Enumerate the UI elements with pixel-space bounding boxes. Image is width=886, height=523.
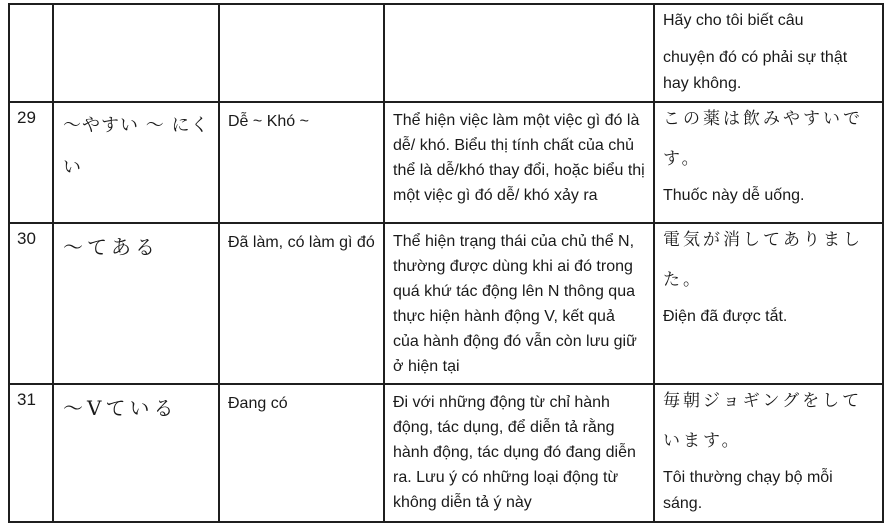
table-row-continuation <box>9 4 883 102</box>
cell-example <box>654 4 883 102</box>
table-row-29 <box>9 102 883 223</box>
cell-example <box>654 223 883 384</box>
example-japanese-sentence: 毎朝ジョギングをしています。 <box>663 391 863 451</box>
cell-example <box>654 384 883 522</box>
cell-meaning <box>219 4 384 102</box>
example-vietnamese-translation: Hãy cho tôi biết câu <box>663 12 804 29</box>
example-japanese-sentence: 電気が消してありました。 <box>663 230 863 290</box>
grammar-table <box>8 3 884 523</box>
cell-explanation <box>384 4 654 102</box>
cell-explanation: Đi với những động từ chỉ hành động, tác dụng, để diễn tả rằng hành động, tác dụng đó đang diễn ra. Lưu ý có những loại động từ không diễn tả ý này <box>384 384 654 522</box>
grammar-document <box>8 3 884 523</box>
cell-explanation: Thể hiện trạng thái của chủ thể N, thường được dùng khi ai đó trong quá khứ tác động lên N thông qua thực hiện hành động V, kết quả của hành động đó vẫn còn lưu giữ ở hiện tại <box>384 223 654 384</box>
cell-grammar-pattern: 〜てある <box>53 223 219 384</box>
cell-explanation: Thể hiện việc làm một việc gì đó là dễ/ khó. Biểu thị tính chất của chủ thể là dễ/khó thay đổi, hoặc biểu thị một việc gì đó dễ/ khó xảy ra <box>384 102 654 223</box>
cell-meaning: Dễ ~ Khó ~ <box>219 102 384 223</box>
example-vietnamese-translation: chuyện đó có phải sự thật hay không. <box>663 49 848 92</box>
cell-number: 30 <box>9 223 53 384</box>
cell-meaning: Đang có <box>219 384 384 522</box>
example-japanese-sentence: この薬は飲みやすいです。 <box>663 109 863 169</box>
table-row-31 <box>9 384 883 522</box>
example-vietnamese-translation: Thuốc này dễ uống. <box>663 187 805 204</box>
cell-number: 31 <box>9 384 53 522</box>
cell-example <box>654 102 883 223</box>
cell-grammar-pattern <box>53 4 219 102</box>
cell-meaning: Đã làm, có làm gì đó <box>219 223 384 384</box>
example-vietnamese-translation: Tôi thường chạy bộ mỗi sáng. <box>663 469 833 512</box>
cell-number: 29 <box>9 102 53 223</box>
cell-grammar-pattern: 〜やすい 〜 にくい <box>53 102 219 223</box>
cell-grammar-pattern: 〜Vている <box>53 384 219 522</box>
table-row-30 <box>9 223 883 384</box>
example-vietnamese-translation: Điện đã được tắt. <box>663 308 788 325</box>
cell-number <box>9 4 53 102</box>
